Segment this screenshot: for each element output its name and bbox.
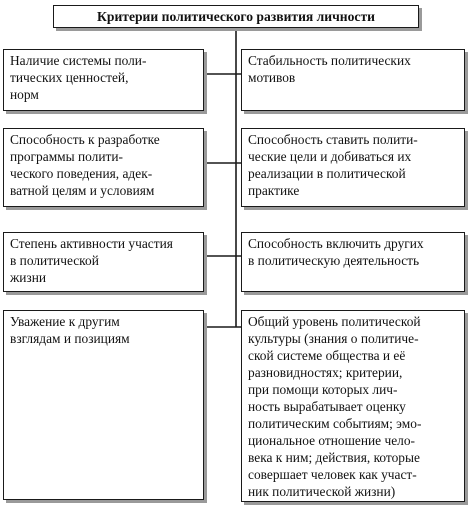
criterion-right-4: Общий уровень политической культуры (знания о политиче- ской системе общества и её разновидностях; критерии, при помощи которых лич- ность вырабатывает оценку политическим событиям; эмо- циональное отношение чело- века к ним; действия, которые совершает человек как участ- ник политической жизни)	[241, 310, 465, 502]
diagram-title: Критерии политического развития личности	[53, 5, 419, 28]
criterion-left-1: Наличие системы поли- тических ценностей, норм	[3, 49, 204, 111]
criterion-right-2: Способность ставить полити- ческие цели и добиваться их реализации в политической практике	[241, 128, 465, 207]
criterion-left-3: Степень активности участия в политической жизни	[3, 232, 204, 292]
criterion-right-3: Способность включить других в политическую деятельность	[241, 232, 465, 292]
criterion-left-2: Способность к разработке программы полити- ческого поведения, адек- ватной целям и условиям	[3, 128, 204, 207]
criterion-right-1: Стабильность политических мотивов	[241, 49, 465, 111]
criterion-left-4: Уважение к другим взглядам и позициям	[3, 310, 204, 500]
